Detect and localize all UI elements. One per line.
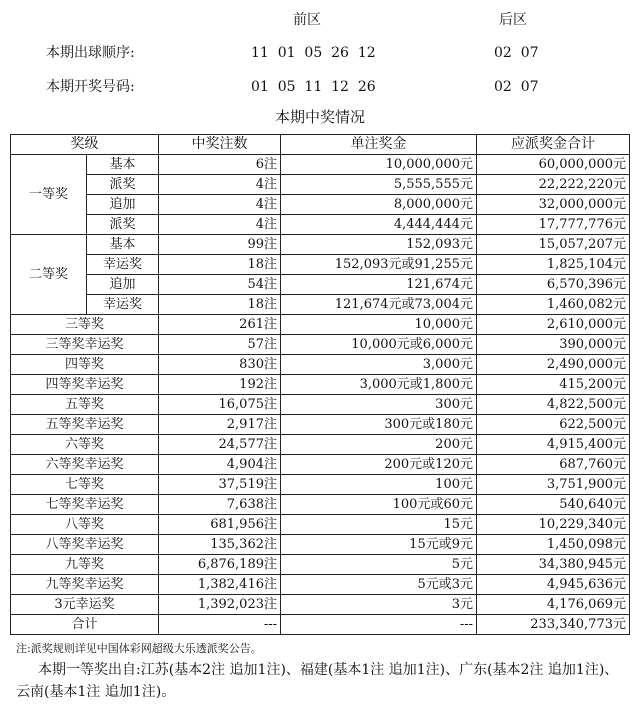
total-prize: 4,822,500元 — [477, 395, 630, 415]
prize-level: 合计 — [11, 615, 159, 635]
table-row — [11, 255, 630, 275]
table-row — [11, 175, 630, 195]
unit-prize: 3元 — [281, 595, 477, 615]
header-level: 奖级 — [11, 135, 159, 155]
prize-level: 九等奖 — [11, 555, 159, 575]
footnote: 注:派奖规则详见中国体彩网超级大乐透派奖公告。 — [16, 642, 262, 655]
unit-prize: 121,674元 — [281, 275, 477, 295]
draw-order-label: 本期出球顺序: — [46, 45, 135, 61]
total-prize: 4,915,400元 — [477, 435, 630, 455]
total-prize: 60,000,000元 — [477, 155, 630, 175]
win-count: 135,362注 — [159, 535, 281, 555]
total-prize: 1,450,098元 — [477, 535, 630, 555]
win-count: 37,519注 — [159, 475, 281, 495]
back-zone-heading: 后区 — [499, 12, 527, 28]
prize-level: 七等奖 — [11, 475, 159, 495]
total-prize: 15,057,207元 — [477, 235, 630, 255]
sub-level: 派奖 — [87, 215, 159, 235]
table-title: 本期中奖情况 — [274, 108, 365, 126]
win-count: 4注 — [159, 215, 281, 235]
prize-level: 三等奖幸运奖 — [11, 335, 159, 355]
unit-prize: 10,000元 — [281, 315, 477, 335]
win-count: 830注 — [159, 355, 281, 375]
prize-level: 3元幸运奖 — [11, 595, 159, 615]
win-count: 4,904注 — [159, 455, 281, 475]
win-count: 6注 — [159, 155, 281, 175]
table-row — [11, 575, 630, 595]
sub-level: 基本 — [87, 155, 159, 175]
win-count: 192注 — [159, 375, 281, 395]
total-prize: 6,570,396元 — [477, 275, 630, 295]
win-count: 261注 — [159, 315, 281, 335]
prize-level: 三等奖 — [11, 315, 159, 335]
winning-front-numbers: 01 05 11 12 26 — [251, 79, 376, 95]
total-prize: 415,200元 — [477, 375, 630, 395]
win-count: 16,075注 — [159, 395, 281, 415]
total-prize: 2,490,000元 — [477, 355, 630, 375]
unit-prize: 5元 — [281, 555, 477, 575]
unit-prize: 200元 — [281, 435, 477, 455]
unit-prize: 152,093元或91,255元 — [281, 255, 477, 275]
win-count: 1,382,416注 — [159, 575, 281, 595]
simple-rows — [11, 315, 630, 635]
prize-level: 六等奖幸运奖 — [11, 455, 159, 475]
draw-order-back-numbers: 02 07 — [494, 45, 539, 61]
winning-numbers-label: 本期开奖号码: — [46, 79, 135, 95]
total-prize: 2,610,000元 — [477, 315, 630, 335]
total-prize: 1,825,104元 — [477, 255, 630, 275]
header-count: 中奖注数 — [159, 135, 281, 155]
table-row — [11, 555, 630, 575]
prize-level: 四等奖幸运奖 — [11, 375, 159, 395]
table-row — [11, 155, 630, 175]
total-prize: 687,760元 — [477, 455, 630, 475]
unit-prize: 200元或120元 — [281, 455, 477, 475]
win-count: 18注 — [159, 255, 281, 275]
win-count: 6,876,189注 — [159, 555, 281, 575]
total-prize: 622,500元 — [477, 415, 630, 435]
unit-prize: 15元或9元 — [281, 535, 477, 555]
winning-back-numbers: 02 07 — [494, 79, 539, 95]
sub-level: 派奖 — [87, 175, 159, 195]
unit-prize: 152,093元 — [281, 235, 477, 255]
table-row — [11, 375, 630, 395]
unit-prize: 3,000元或1,800元 — [281, 375, 477, 395]
group-label: 二等奖 — [11, 235, 87, 315]
table-row — [11, 455, 630, 475]
unit-prize: 100元 — [281, 475, 477, 495]
unit-prize: 5,555,555元 — [281, 175, 477, 195]
win-count: 54注 — [159, 275, 281, 295]
win-count: 99注 — [159, 235, 281, 255]
sub-level: 幸运奖 — [87, 255, 159, 275]
prize-level: 五等奖幸运奖 — [11, 415, 159, 435]
sub-level: 追加 — [87, 195, 159, 215]
group-label: 一等奖 — [11, 155, 87, 235]
win-count: 1,392,023注 — [159, 595, 281, 615]
win-count: 18注 — [159, 295, 281, 315]
prize-level: 九等奖幸运奖 — [11, 575, 159, 595]
table-row — [11, 435, 630, 455]
table-row — [11, 395, 630, 415]
sub-level: 基本 — [87, 235, 159, 255]
prize-table — [10, 134, 630, 635]
win-count: 681,956注 — [159, 515, 281, 535]
table-header-row — [11, 135, 630, 155]
header-prize: 单注奖金 — [281, 135, 477, 155]
table-row — [11, 355, 630, 375]
unit-prize: 300元 — [281, 395, 477, 415]
total-prize: 10,229,340元 — [477, 515, 630, 535]
win-count: 4注 — [159, 175, 281, 195]
table-row — [11, 615, 630, 635]
unit-prize: 5元或3元 — [281, 575, 477, 595]
prize-level: 六等奖 — [11, 435, 159, 455]
front-zone-heading: 前区 — [293, 12, 321, 28]
total-prize: 233,340,773元 — [477, 615, 630, 635]
total-prize: 4,945,636元 — [477, 575, 630, 595]
unit-prize: 10,000,000元 — [281, 155, 477, 175]
table-row — [11, 515, 630, 535]
total-prize: 17,777,776元 — [477, 215, 630, 235]
unit-prize: 300元或180元 — [281, 415, 477, 435]
table-row — [11, 215, 630, 235]
win-count: 2,917注 — [159, 415, 281, 435]
win-count: --- — [159, 615, 281, 635]
unit-prize: 100元或60元 — [281, 495, 477, 515]
total-prize: 390,000元 — [477, 335, 630, 355]
unit-prize: 3,000元 — [281, 355, 477, 375]
sub-level: 追加 — [87, 275, 159, 295]
header-total: 应派奖金合计 — [477, 135, 630, 155]
total-prize: 1,460,082元 — [477, 295, 630, 315]
win-count: 4注 — [159, 195, 281, 215]
table-row — [11, 195, 630, 215]
total-prize: 32,000,000元 — [477, 195, 630, 215]
win-count: 57注 — [159, 335, 281, 355]
win-count: 24,577注 — [159, 435, 281, 455]
total-prize: 4,176,069元 — [477, 595, 630, 615]
first-prize-summary: 本期一等奖出自:江苏(基本2注 追加1注)、福建(基本1注 追加1注)、广东(基本2注 追加1注)、云南(基本1注 追加1注)。 — [16, 662, 619, 700]
sub-level: 幸运奖 — [87, 295, 159, 315]
table-row — [11, 535, 630, 555]
table-row — [11, 415, 630, 435]
prize-level: 七等奖幸运奖 — [11, 495, 159, 515]
draw-order-front-numbers: 11 01 05 26 12 — [251, 45, 376, 61]
total-prize: 22,222,220元 — [477, 175, 630, 195]
unit-prize: 4,444,444元 — [281, 215, 477, 235]
unit-prize: 15元 — [281, 515, 477, 535]
table-row — [11, 475, 630, 495]
table-row — [11, 595, 630, 615]
table-row — [11, 235, 630, 255]
prize-level: 五等奖 — [11, 395, 159, 415]
prize-level: 八等奖幸运奖 — [11, 535, 159, 555]
unit-prize: 10,000元或6,000元 — [281, 335, 477, 355]
total-prize: 34,380,945元 — [477, 555, 630, 575]
total-prize: 540,640元 — [477, 495, 630, 515]
table-row — [11, 315, 630, 335]
win-count: 7,638注 — [159, 495, 281, 515]
table-row — [11, 335, 630, 355]
total-prize: 3,751,900元 — [477, 475, 630, 495]
unit-prize: 121,674元或73,004元 — [281, 295, 477, 315]
table-row — [11, 495, 630, 515]
prize-level: 八等奖 — [11, 515, 159, 535]
table-row — [11, 275, 630, 295]
unit-prize: 8,000,000元 — [281, 195, 477, 215]
table-row — [11, 295, 630, 315]
prize-level: 四等奖 — [11, 355, 159, 375]
unit-prize: --- — [281, 615, 477, 635]
